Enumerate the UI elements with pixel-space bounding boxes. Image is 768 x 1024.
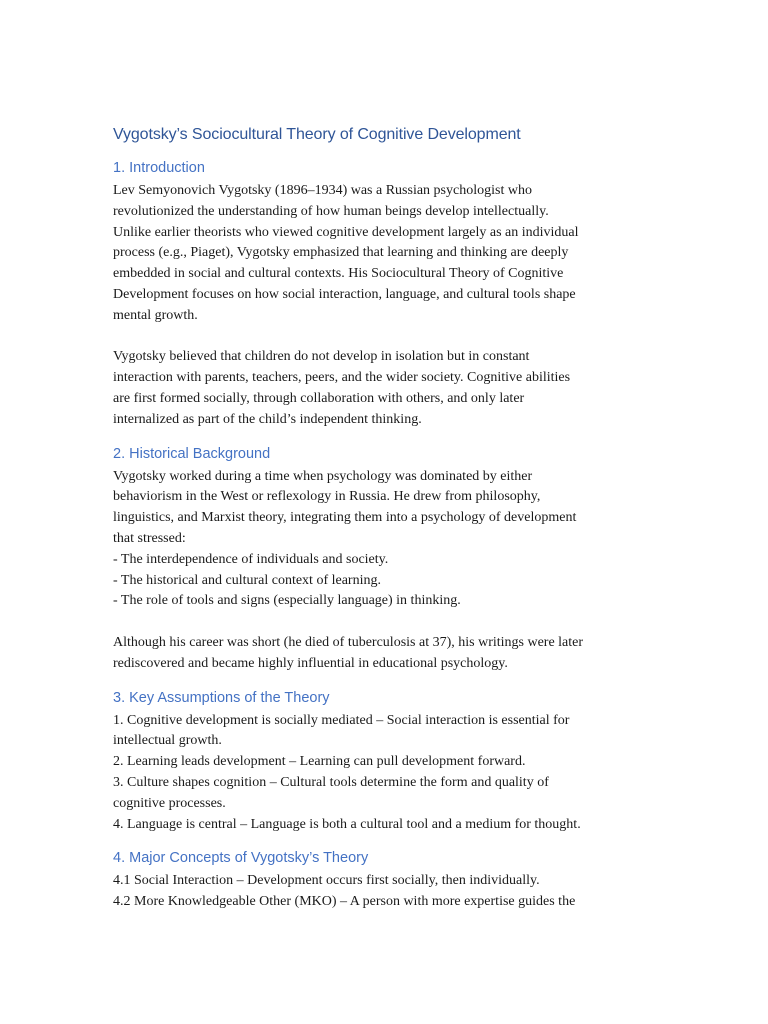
section-spacer: [113, 431, 673, 444]
text-line: that stressed:: [113, 530, 186, 546]
paragraph: [113, 181, 673, 327]
text-line: revolutionized the understanding of how human beings develop intellectually.: [113, 203, 549, 219]
text-line: intellectual growth.: [113, 733, 222, 749]
paragraph-spacer: [113, 612, 673, 633]
list-item: 4.2 More Knowledgeable Other (MKO) – A person with more expertise guides the: [113, 894, 576, 910]
text-line: behaviorism in the West or reflexology in Russia. He drew from philosophy,: [113, 489, 541, 505]
paragraph: [113, 871, 673, 913]
text-line: Although his career was short (he died of tuberculosis at 37), his writings were later: [113, 634, 584, 650]
document-title: Vygotsky’s Sociocultural Theory of Cognitive Development: [113, 126, 521, 143]
section-historical-background: [113, 444, 673, 675]
text-line: mental growth.: [113, 307, 198, 323]
text-line: Vygotsky worked during a time when psychology was dominated by either: [113, 468, 533, 484]
list-item: - The role of tools and signs (especially language) in thinking.: [113, 593, 461, 609]
text-line: are first formed socially, through collaboration with others, and only later: [113, 390, 525, 406]
section-heading: 3. Key Assumptions of the Theory: [113, 689, 330, 706]
section-major-concepts: [113, 848, 673, 913]
paragraph: [113, 633, 673, 675]
text-line: process (e.g., Piaget), Vygotsky emphasized that learning and thinking are deeply: [113, 245, 569, 261]
list-item: - The interdependence of individuals and society.: [113, 551, 389, 567]
text-line: Development focuses on how social interaction, language, and cultural tools shape: [113, 286, 576, 302]
list-item: 4. Language is central – Language is both a cultural tool and a medium for thought.: [113, 816, 581, 832]
text-line: cognitive processes.: [113, 795, 226, 811]
section-heading: 1. Introduction: [113, 160, 205, 176]
document-body: [113, 124, 673, 913]
section-heading: 2. Historical Background: [113, 445, 271, 462]
text-line: Vygotsky believed that children do not develop in isolation but in constant: [113, 349, 530, 365]
paragraph: [113, 711, 673, 836]
list-item: 4.1 Social Interaction – Development occurs first socially, then individually.: [113, 873, 540, 889]
list-item: 2. Learning leads development – Learning can pull development forward.: [113, 754, 526, 770]
section-spacer: [113, 675, 673, 688]
text-line: internalized as part of the child’s independent thinking.: [113, 411, 422, 427]
paragraph: [113, 347, 673, 430]
list-item: - The historical and cultural context of learning.: [113, 572, 381, 588]
paragraph-spacer: [113, 327, 673, 348]
text-line: embedded in social and cultural contexts. His Sociocultural Theory of Cognitive: [113, 266, 564, 282]
text-line: Unlike earlier theorists who viewed cognitive development largely as an individual: [113, 224, 579, 240]
section-introduction: [113, 158, 673, 431]
list-item: 1. Cognitive development is socially mediated – Social interaction is essential for: [113, 712, 570, 728]
text-line: Lev Semyonovich Vygotsky (1896–1934) was a Russian psychologist who: [113, 183, 532, 198]
paragraph: [113, 467, 673, 613]
section-spacer: [113, 835, 673, 848]
text-line: linguistics, and Marxist theory, integrating them into a psychology of development: [113, 510, 577, 526]
section-key-assumptions: [113, 688, 673, 836]
text-line: interaction with parents, teachers, peers, and the wider society. Cognitive abilities: [113, 370, 571, 386]
text-line: rediscovered and became highly influential in educational psychology.: [113, 655, 508, 671]
list-item: 3. Culture shapes cognition – Cultural tools determine the form and quality of: [113, 774, 549, 790]
section-heading: 4. Major Concepts of Vygotsky’s Theory: [113, 850, 369, 867]
